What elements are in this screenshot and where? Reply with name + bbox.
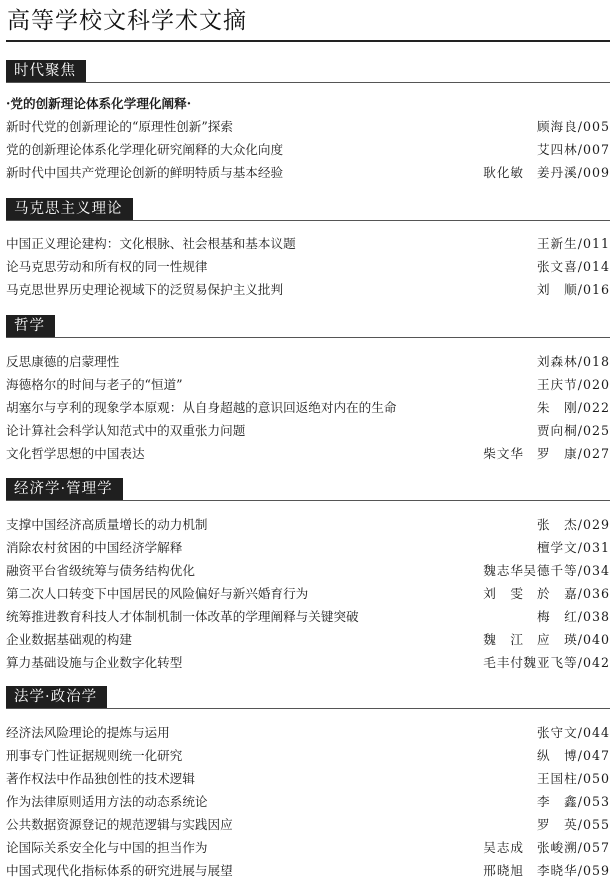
toc-entry[interactable] bbox=[6, 442, 610, 465]
entry-title: 论国际关系安全化与中国的担当作为 bbox=[6, 840, 208, 855]
entry-author-page: 罗 英/055 bbox=[536, 817, 610, 832]
section-divider bbox=[6, 337, 610, 338]
entry-title: 文化哲学思想的中国表达 bbox=[6, 446, 145, 461]
entry-title: 融资平台省级统筹与债务结构优化 bbox=[6, 563, 195, 578]
toc-entry[interactable] bbox=[6, 350, 610, 373]
journal-title: 高等学校文科学术文摘 bbox=[7, 8, 247, 34]
entry-coauthor: 刘 雯 bbox=[483, 586, 524, 601]
toc-entry[interactable] bbox=[6, 536, 610, 559]
entry-title: 反思康德的启蒙理性 bbox=[6, 354, 120, 369]
entry-title: 论马克思劳动和所有权的同一性规律 bbox=[6, 259, 208, 274]
toc-entry[interactable] bbox=[6, 396, 610, 419]
entry-title: 第二次人口转变下中国居民的风险偏好与新兴婚育行为 bbox=[6, 586, 309, 601]
toc-entry[interactable] bbox=[6, 232, 610, 255]
toc-entry[interactable] bbox=[6, 161, 610, 184]
entry-author-page: 艾四林/007 bbox=[536, 142, 610, 157]
entry-title: 马克思世界历史理论视域下的泛贸易保护主义批判 bbox=[6, 282, 284, 297]
toc-entry[interactable] bbox=[6, 628, 610, 651]
entry-title: 著作权法中作品独创性的技术逻辑 bbox=[6, 771, 195, 786]
entry-author-page: 姜丹溪/009 bbox=[536, 165, 610, 180]
entry-coauthor: 魏 江 bbox=[483, 632, 524, 647]
entry-title: 新时代党的创新理论的“原理性创新”探索 bbox=[6, 119, 233, 134]
entry-author-page: 罗 康/027 bbox=[536, 446, 610, 461]
journal-header bbox=[6, 4, 610, 42]
entry-coauthor: 邢晓旭 bbox=[483, 863, 524, 878]
section-divider bbox=[6, 220, 610, 221]
section-subheading: ·党的创新理论体系化学理化阐释· bbox=[6, 96, 192, 111]
entry-author-page: 纵 博/047 bbox=[536, 748, 610, 763]
section-makesi-zhuyi bbox=[6, 198, 610, 301]
entry-author-page: 魏亚飞等/042 bbox=[523, 655, 610, 670]
entry-author-page: 王庆节/020 bbox=[536, 377, 610, 392]
section-divider bbox=[6, 500, 610, 501]
entry-title: 统筹推进教育科技人才体制机制一体改革的学理阐释与关键突破 bbox=[6, 609, 359, 624]
section-label: 哲学 bbox=[6, 315, 55, 337]
toc-entry[interactable] bbox=[6, 582, 610, 605]
toc-entry[interactable] bbox=[6, 836, 610, 859]
entry-coauthor: 魏志华 bbox=[483, 563, 524, 578]
toc-entry[interactable] bbox=[6, 513, 610, 536]
entry-author-page: 张文喜/014 bbox=[536, 259, 610, 274]
entry-title: 算力基础设施与企业数字化转型 bbox=[6, 655, 183, 670]
toc-entry[interactable] bbox=[6, 373, 610, 396]
toc-entry[interactable] bbox=[6, 651, 610, 674]
section-label: 法学·政治学 bbox=[6, 686, 107, 708]
toc-entry[interactable] bbox=[6, 859, 610, 882]
toc-entry[interactable] bbox=[6, 813, 610, 836]
toc-entry[interactable] bbox=[6, 721, 610, 744]
toc-entry[interactable] bbox=[6, 744, 610, 767]
section-label: 马克思主义理论 bbox=[6, 198, 133, 220]
entry-author-page: 李 鑫/053 bbox=[536, 794, 610, 809]
section-divider bbox=[6, 82, 610, 83]
entry-author-page: 刘 顺/016 bbox=[536, 282, 610, 297]
toc-entry[interactable] bbox=[6, 605, 610, 628]
entry-title: 论计算社会科学认知范式中的双重张力问题 bbox=[6, 423, 246, 438]
entry-title: 新时代中国共产党理论创新的鲜明特质与基本经验 bbox=[6, 165, 284, 180]
entry-author-page: 朱 刚/022 bbox=[536, 400, 610, 415]
entry-author-page: 张 杰/029 bbox=[536, 517, 610, 532]
entry-author-page: 王国柱/050 bbox=[536, 771, 610, 786]
entry-title: 经济法风险理论的提炼与运用 bbox=[6, 725, 170, 740]
toc-entry[interactable] bbox=[6, 559, 610, 582]
entry-title: 公共数据资源登记的规范逻辑与实践因应 bbox=[6, 817, 233, 832]
section-label: 时代聚焦 bbox=[6, 60, 86, 82]
toc-entry[interactable] bbox=[6, 790, 610, 813]
entry-coauthor: 吴志成 bbox=[483, 840, 524, 855]
toc-entry[interactable] bbox=[6, 138, 610, 161]
section-divider bbox=[6, 708, 610, 709]
section-jingjixue-guanlixue bbox=[6, 478, 610, 674]
entry-title: 消除农村贫困的中国经济学解释 bbox=[6, 540, 183, 555]
toc-entry[interactable] bbox=[6, 278, 610, 301]
entry-title: 作为法律原则适用方法的动态系统论 bbox=[6, 794, 208, 809]
entry-author-page: 刘森林/018 bbox=[536, 354, 610, 369]
entry-author-page: 应 瑛/040 bbox=[536, 632, 610, 647]
entry-title: 胡塞尔与亨利的现象学本原观：从自身超越的意识回返绝对内在的生命 bbox=[6, 400, 397, 415]
entry-title: 刑事专门性证据规则统一化研究 bbox=[6, 748, 183, 763]
entry-author-page: 於 嘉/036 bbox=[536, 586, 610, 601]
entry-title: 海德格尔的时间与老子的“恒道” bbox=[6, 377, 183, 392]
entry-author-page: 张峻溯/057 bbox=[536, 840, 610, 855]
entry-coauthor: 耿化敏 bbox=[483, 165, 524, 180]
entry-author-page: 檀学文/031 bbox=[536, 540, 610, 555]
entry-author-page: 李晓华/059 bbox=[536, 863, 610, 878]
entry-coauthor: 柴文华 bbox=[483, 446, 524, 461]
toc-entry[interactable] bbox=[6, 255, 610, 278]
entry-author-page: 王新生/011 bbox=[536, 236, 610, 251]
entry-title: 党的创新理论体系化学理化研究阐释的大众化向度 bbox=[6, 142, 284, 157]
entry-title: 中国式现代化指标体系的研究进展与展望 bbox=[6, 863, 233, 878]
section-label: 经济学·管理学 bbox=[6, 478, 123, 500]
section-zhexue bbox=[6, 315, 610, 465]
entry-author-page: 顾海良/005 bbox=[536, 119, 610, 134]
section-shidai-jujiao bbox=[6, 60, 610, 184]
toc-entry[interactable] bbox=[6, 115, 610, 138]
toc-entry[interactable] bbox=[6, 419, 610, 442]
entry-title: 支撑中国经济高质量增长的动力机制 bbox=[6, 517, 208, 532]
toc-entry[interactable] bbox=[6, 767, 610, 790]
entry-title: 企业数据基础观的构建 bbox=[6, 632, 132, 647]
entry-author-page: 吴德千等/034 bbox=[523, 563, 610, 578]
title-divider bbox=[6, 40, 610, 42]
entry-author-page: 梅 红/038 bbox=[536, 609, 610, 624]
section-faxue-zhengzhixue bbox=[6, 686, 610, 882]
entry-title: 中国正义理论建构：文化根脉、社会根基和基本议题 bbox=[6, 236, 296, 251]
entry-coauthor: 毛丰付 bbox=[483, 655, 524, 670]
entry-author-page: 贾向桐/025 bbox=[536, 423, 610, 438]
entry-author-page: 张守文/044 bbox=[536, 725, 610, 740]
